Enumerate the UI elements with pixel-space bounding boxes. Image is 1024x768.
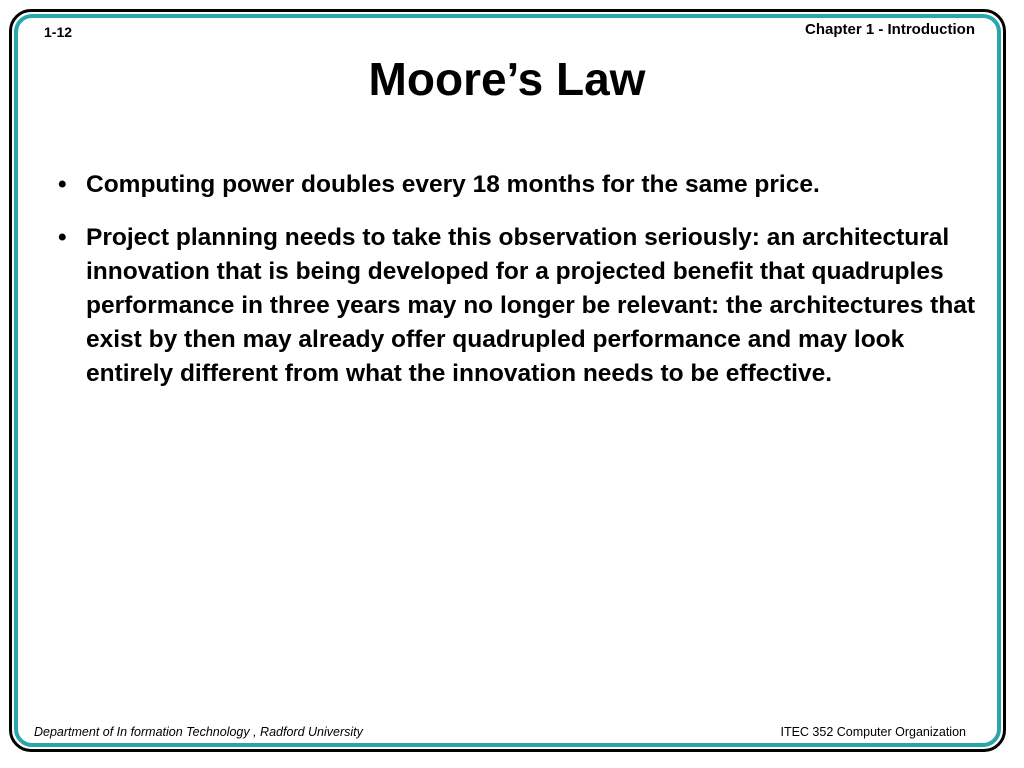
bullet-text: Project planning needs to take this observation seriously: an architectural innovation that is being developed for a projected benefit that quadruples performance in three years may no longer be relevant: the architectures that exist by then may already offer quadrupled performance and may look entirely different from what the innovation needs to be effective. <box>86 224 976 387</box>
footer-department: Department of In formation Technology , Radford University <box>34 725 363 739</box>
bullet-text: Computing power doubles every 18 months for the same price. <box>86 171 820 198</box>
bullet-dot-icon: • <box>58 224 67 251</box>
bullet-list <box>58 168 988 410</box>
bullet-item <box>58 221 988 391</box>
slide-number: 1-12 <box>44 24 73 40</box>
chapter-title: Chapter 1 - Introduction <box>805 21 975 38</box>
bullet-dot-icon: • <box>58 171 67 198</box>
slide-title: Moore’s Law <box>368 53 646 105</box>
bullet-item <box>58 168 988 202</box>
footer-course: ITEC 352 Computer Organization <box>780 725 966 739</box>
